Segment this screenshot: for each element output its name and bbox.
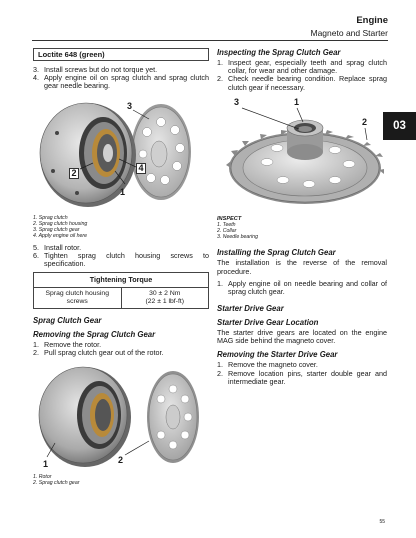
- step-number: 6.: [33, 250, 39, 260]
- step-text: Inspect gear, especially teeth and sprag clutch collar, for wear and other damage.: [228, 58, 387, 76]
- step-number: 2.: [217, 74, 223, 84]
- page-header-title: Engine: [356, 15, 388, 26]
- installing-paragraph: The installation is the reverse of the removal procedure.: [217, 258, 387, 276]
- callout-1: 1: [43, 459, 49, 470]
- steps-remove-gear: [33, 341, 209, 357]
- torque-value-imperial: (22 ± 1 lbf-ft): [145, 297, 184, 305]
- step-text: Remove the rotor.: [44, 339, 102, 349]
- torque-table: [33, 272, 209, 308]
- legend-item: 2. Collar: [217, 228, 237, 235]
- callout-2: 2: [69, 168, 79, 179]
- section-heading-starter-drive-gear: Starter Drive Gear: [217, 303, 284, 313]
- page-header-subtitle: Magneto and Starter: [310, 28, 388, 38]
- step-number: 1.: [217, 58, 223, 67]
- list-item: [217, 59, 387, 75]
- figure-sprag-clutch-assembly: [33, 97, 209, 212]
- legend-item: 3. Needle bearing: [217, 234, 258, 241]
- step-text: Apply engine oil on needle bearing and collar of sprag clutch gear.: [228, 279, 387, 297]
- header-divider: [32, 40, 388, 41]
- figure-2-legend: [33, 474, 209, 486]
- figure-rotor-and-gear: [33, 363, 209, 473]
- subheading-starter-drive-gear-location: Starter Drive Gear Location: [217, 317, 319, 327]
- legend-item: 1. Teeth: [217, 222, 236, 229]
- page-number: 55: [379, 519, 385, 525]
- chapter-tab: 03: [383, 112, 416, 140]
- step-number: 1.: [217, 360, 223, 370]
- step-text: Tighten sprag clutch housing screws to specification.: [44, 250, 209, 269]
- torque-value: [121, 288, 209, 309]
- legend-item: 1. Rotor: [33, 474, 52, 481]
- list-item: [217, 280, 387, 296]
- list-item: [33, 252, 209, 268]
- callout-1: 1: [294, 96, 300, 107]
- step-number: 1.: [217, 279, 223, 289]
- section-heading-sprag-clutch-gear: Sprag Clutch Gear: [33, 315, 102, 325]
- step-text: Install rotor.: [44, 242, 82, 252]
- steps-inspect: [217, 59, 387, 92]
- sprag-clutch-gear-illustration: [217, 96, 387, 214]
- legend-item: 4. Apply engine oil here: [33, 232, 88, 239]
- loctite-box: Loctite 648 (green): [33, 48, 209, 61]
- subheading-removing-sprag-clutch-gear: Removing the Sprag Clutch Gear: [33, 329, 156, 339]
- step-text: Install screws but do not torque yet.: [44, 65, 158, 74]
- step-number: 2.: [217, 368, 223, 378]
- legend-item: 1. Sprag clutch: [33, 214, 68, 221]
- step-text: Remove location pins, starter double gear and intermediate gear.: [228, 368, 387, 386]
- list-item: [217, 75, 387, 91]
- callout-1: 1: [120, 186, 126, 197]
- figure-3-title: INSPECT: [217, 215, 242, 222]
- torque-item: Sprag clutch housing screws: [34, 288, 122, 309]
- step-text: Check needle bearing condition. Replace sprag clutch gear if necessary.: [228, 74, 387, 92]
- callout-3: 3: [127, 100, 133, 111]
- callout-4: 4: [136, 163, 146, 174]
- figure-1-legend: [33, 215, 209, 239]
- left-column: [33, 48, 209, 486]
- subheading-removing-starter-drive-gear: Removing the Starter Drive Gear: [217, 350, 338, 360]
- subheading-inspecting-sprag-clutch-gear: Inspecting the Sprag Clutch Gear: [217, 48, 341, 57]
- step-text: Pull sprag clutch gear out of the rotor.: [44, 347, 164, 357]
- list-item: [217, 370, 387, 386]
- step-text: Apply engine oil on sprag clutch and sprag clutch gear needle bearing.: [44, 73, 209, 91]
- step-text: Remove the magneto cover.: [228, 360, 318, 370]
- legend-item: 2. Sprag clutch housing: [33, 220, 88, 227]
- callout-3: 3: [234, 96, 240, 107]
- legend-item: 3. Sprag clutch gear: [33, 226, 80, 233]
- steps-install-gear: [217, 280, 387, 296]
- step-number: 3.: [33, 65, 39, 74]
- right-column: [217, 48, 387, 386]
- legend-item: 2. Sprag clutch gear: [33, 480, 80, 487]
- figure-sprag-clutch-gear-inspect: [217, 96, 387, 214]
- step-number: 1.: [33, 339, 39, 349]
- list-item: [33, 349, 209, 357]
- steps-remove-starter-gear: [217, 361, 387, 386]
- torque-table-header: Tightening Torque: [34, 273, 209, 288]
- step-number: 2.: [33, 347, 39, 357]
- list-item: [33, 74, 209, 90]
- callout-2: 2: [118, 455, 124, 466]
- subheading-installing-sprag-clutch-gear: Installing the Sprag Clutch Gear: [217, 248, 336, 258]
- step-number: 5.: [33, 242, 39, 252]
- steps-install-rotor: [33, 244, 209, 269]
- callout-2: 2: [362, 116, 368, 127]
- location-paragraph: The starter drive gears are located on the engine MAG side behind the magneto cover.: [217, 327, 387, 345]
- figure-3-legend: [217, 216, 387, 241]
- steps-install-screws: [33, 66, 209, 91]
- torque-value-metric: 30 ± 2 Nm: [149, 290, 181, 298]
- step-number: 4.: [33, 73, 39, 83]
